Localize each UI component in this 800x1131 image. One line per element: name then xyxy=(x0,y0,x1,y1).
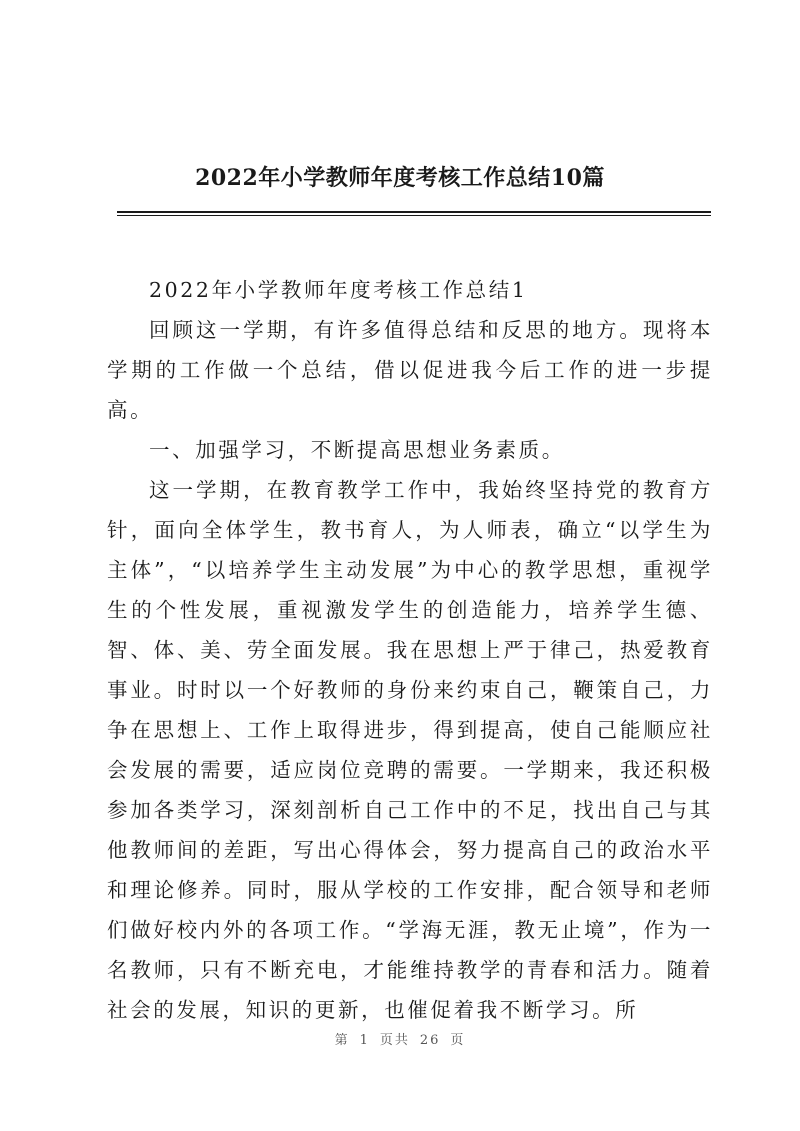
footer-prefix: 第 xyxy=(334,1033,350,1048)
section-heading: 2022年小学教师年度考核工作总结1 xyxy=(149,278,528,302)
title-rule-thin xyxy=(117,215,711,216)
subsection-heading: 一、加强学习，不断提高思想业务素质。 xyxy=(149,438,565,462)
footer-suffix: 页 xyxy=(450,1033,466,1048)
body-paragraph: 这一学期，在教育教学工作中，我始终坚持党的教育方针，面向全体学生，教书育人，为人师表，确立“以学生为主体”，“以培养学生主动发展”为中心的教学思想，重视学生的个性发展，重视激发学生的创造能力，培养学生德、智、体、美、劳全面发展。我在思想上严于律己，热爱教育事业。时时以一个好教师的身份来约束自己，鞭策自己，力争在思想上、工作上取得进步，得到提高，使自己能顺应社会发展的需要，适应岗位竞聘的需要。一学期来，我还积极参加各类学习，深刻剖析自己工作中的不足，找出自己与其他教师间的差距，写出心得体会，努力提高自己的政治水平和理论修养。同时，服从学校的工作安排，配合领导和老师们做好校内外的各项工作。“学海无涯，教无止境”，作为一名教师，只有不断充电，才能维持教学的青春和活力。随着社会的发展，知识的更新，也催促着我不断学习。所 xyxy=(107,478,713,1022)
intro-paragraph: 回顾这一学期，有许多值得总结和反思的地方。现将本学期的工作做一个总结，借以促进我今后工作的进一步提高。 xyxy=(107,318,713,422)
footer-page-number: 1 xyxy=(359,1033,370,1048)
document-body xyxy=(107,270,713,1030)
page-footer xyxy=(0,1032,800,1050)
footer-middle: 页共 xyxy=(379,1033,410,1048)
title-rule-thick xyxy=(117,211,711,213)
footer-total-pages: 26 xyxy=(419,1033,441,1048)
document-title: 2022年小学教师年度考核工作总结10篇 xyxy=(195,165,605,191)
